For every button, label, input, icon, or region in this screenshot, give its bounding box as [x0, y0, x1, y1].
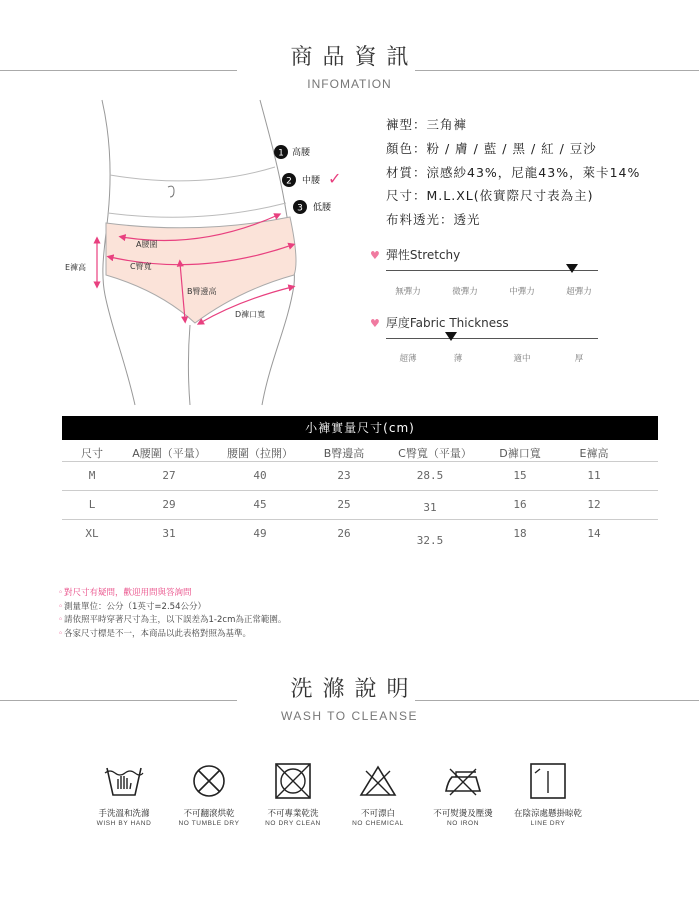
- label-c-hip: C臀寬: [130, 262, 152, 271]
- high-waist-line: [110, 167, 275, 181]
- thickness-label: 厚: [574, 354, 584, 364]
- spec-colors: 顏色：粉 / 膚 / 藍 / 黑 / 紅 / 豆沙: [386, 140, 597, 156]
- table-row: XL 31 49 26 32.5 18 14: [85, 527, 601, 547]
- note-item: ◦對尺寸有疑問，歡迎用問與答詢問: [58, 588, 192, 598]
- selected-check-icon: ✓: [328, 169, 342, 188]
- info-title: 商品資訊: [290, 45, 419, 70]
- header-cell: D褲口寬: [499, 447, 541, 460]
- header-cell: E褲高: [579, 447, 609, 460]
- table-row: M 27 40 23 28.5 15 11: [62, 462, 658, 491]
- header-cell: 腰圍（拉開）: [227, 447, 293, 460]
- svg-text:低腰: 低腰: [313, 203, 332, 213]
- callout-low-waist: [293, 200, 332, 214]
- header-cell: A腰圍（平量）: [132, 447, 206, 460]
- label-e-height: E褲高: [65, 263, 87, 272]
- navel: [168, 186, 174, 197]
- size-table-header: [62, 440, 658, 462]
- note-item: ◦測量單位：公分（1英寸=2.54公分）: [58, 601, 206, 612]
- thickness-scale-line: [386, 338, 598, 339]
- line-dry-icon: [528, 763, 568, 799]
- mid-waist-line: [108, 203, 286, 217]
- header-cell: B臀邊高: [323, 447, 365, 460]
- thickness-title: ♥ 厚度Fabric Thickness: [370, 316, 509, 330]
- info-subtitle: INFOMATION: [307, 77, 392, 91]
- panty-illustration: [50, 95, 360, 410]
- no-iron-icon: [442, 763, 484, 799]
- stretch-label: 無彈力: [395, 287, 421, 297]
- stretch-label: 超彈力: [566, 287, 592, 297]
- no-tumble-dry-icon: [189, 763, 229, 799]
- spec-type: 褲型：三角褲: [386, 117, 468, 132]
- thickness-label: 薄: [453, 354, 463, 364]
- label-d-leg: D褲口寬: [235, 310, 266, 319]
- size-table: [62, 440, 658, 549]
- thickness-label: 適中: [513, 354, 531, 364]
- care-no-bleach: 不可漂白 NO CHEMICAL: [333, 763, 423, 827]
- note-item: ◦請依照平時穿著尺寸為主，以下誤差為1-2cm為正常範圍。: [58, 615, 287, 625]
- care-no-iron: 不可熨燙及壓燙 NO IRON: [418, 763, 508, 827]
- spec-list: [386, 113, 640, 232]
- care-no-dry-clean: 不可專業乾洗 NO DRY CLEAN: [248, 763, 338, 827]
- hand-wash-icon: [104, 763, 144, 799]
- spec-transparency: 布料透光：透光: [386, 212, 481, 228]
- callout-mid-waist: [282, 169, 341, 188]
- svg-text:1: 1: [278, 148, 284, 159]
- care-line-dry: 在陰涼處懸掛晾乾 LINE DRY: [503, 763, 593, 827]
- wash-title: 洗滌說明: [290, 677, 419, 702]
- header-cell: C臀寬（平量）: [398, 447, 472, 460]
- header-cell: 尺寸: [81, 447, 103, 460]
- label-a-waist: A腰圍: [136, 240, 158, 249]
- thickness-level-marker: [445, 332, 457, 341]
- label-b-side: B臀邊高: [187, 287, 217, 296]
- inner-thigh: [189, 325, 191, 405]
- thickness-label: 超薄: [399, 354, 417, 364]
- heart-icon: ♥: [370, 249, 380, 262]
- wash-subtitle: WASH TO CLEANSE: [281, 709, 418, 723]
- spec-sizes: 尺寸：M.L.XL(依實際尺寸表為主): [386, 188, 594, 204]
- size-notes: [58, 587, 286, 641]
- stretch-label: 微彈力: [452, 287, 478, 297]
- stretch-label: 中彈力: [509, 287, 535, 297]
- stretch-level-marker: [566, 264, 578, 273]
- care-hand-wash: 手洗溫和洗滌 WISH BY HAND: [79, 763, 169, 827]
- spec-material: 材質：涼感紗43%，尼龍43%，萊卡14%: [386, 164, 641, 180]
- wash-header: [0, 672, 699, 723]
- stretch-title: ♥ 彈性Stretchy: [370, 248, 461, 262]
- size-table-title: 小褲實量尺寸(cm): [62, 416, 658, 440]
- note-item: ◦各家尺寸標是不一，本商品以此表格對照為基準。: [58, 628, 252, 639]
- svg-text:中腰: 中腰: [302, 176, 321, 186]
- no-bleach-icon: [358, 763, 398, 799]
- heart-icon: ♥: [370, 317, 380, 330]
- info-header: [0, 40, 699, 91]
- callout-high-waist: [274, 145, 311, 159]
- svg-text:3: 3: [297, 203, 303, 214]
- table-row: L 29 45 25 31 16 12: [62, 491, 658, 520]
- no-dry-clean-icon: [273, 763, 313, 799]
- svg-text:2: 2: [286, 176, 292, 187]
- care-no-tumble-dry: 不可翻滾烘乾 NO TUMBLE DRY: [164, 763, 254, 827]
- svg-text:高腰: 高腰: [292, 148, 311, 158]
